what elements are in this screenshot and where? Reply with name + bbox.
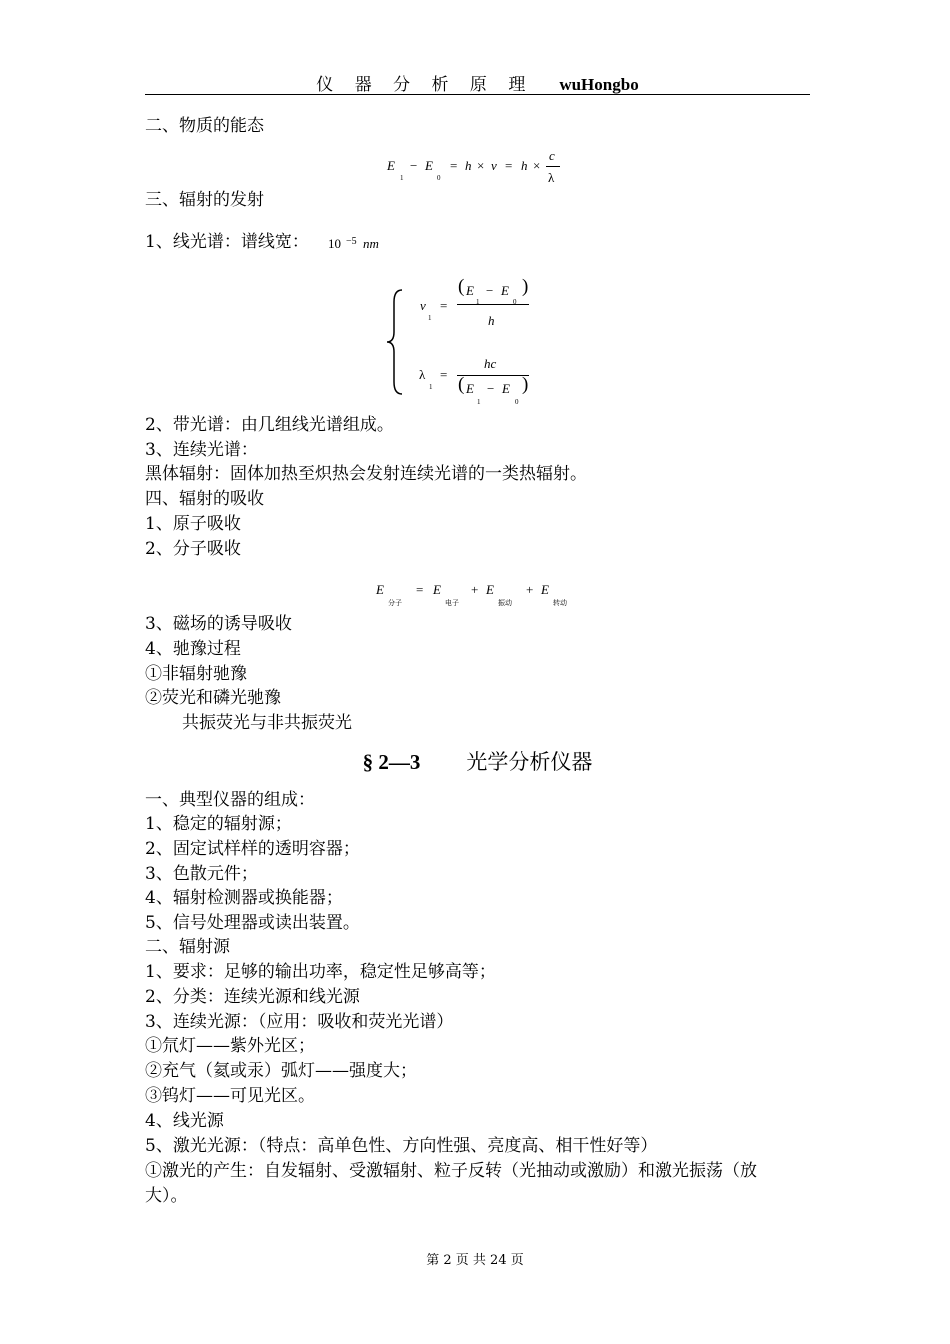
eq3-E-rot: E <box>541 582 549 597</box>
component-line-2: 2、固定试样样的透明容器； <box>145 839 360 859</box>
heading-energy-states: 二、物质的能态 <box>145 116 264 136</box>
eq2-E1-top: E <box>466 283 474 298</box>
eq3-plus1: + <box>471 582 479 597</box>
eq3-plus2: + <box>526 582 534 597</box>
eq2-minus-bottom: − <box>487 381 495 396</box>
eq3-E-elec: E <box>433 582 441 597</box>
eq3-sub-vib: 振动 <box>498 599 512 607</box>
magnetic-absorption-line: 3、磁场的诱导吸收 <box>145 614 292 634</box>
eq1-minus: − <box>410 158 418 173</box>
atomic-absorption-line: 1、原子吸收 <box>145 514 241 534</box>
linewidth-exp: −5 <box>346 236 357 247</box>
band-spectrum-line: 2、带光谱：由几组线光谱组成。 <box>145 415 394 435</box>
line-spectrum-label: 1、线光谱：谱线宽： <box>145 232 309 252</box>
heading-instrument-components: 一、典型仪器的组成： <box>145 790 315 810</box>
eq2-lparen-top: ( <box>458 276 465 297</box>
line-source-line: 4、线光源 <box>145 1111 224 1131</box>
eq2-eq-top: = <box>440 298 448 313</box>
linewidth-unit: nm <box>363 236 379 251</box>
eq1-eq2: = <box>505 158 513 173</box>
eq2-rparen-top: ) <box>522 276 529 297</box>
eq2-nu-sub: 1 <box>428 314 432 322</box>
header-title: 仪 器 分 析 原 理 <box>316 75 534 95</box>
eq2-hc: hc <box>484 356 497 371</box>
eq1-c: c <box>549 148 555 163</box>
eq1-sub1: 1 <box>400 174 404 182</box>
eq2-E1-bottom: E <box>466 381 474 396</box>
fluorescence-relaxation-line: ②荧光和磷光驰豫 <box>145 688 281 708</box>
section-heading <box>145 746 810 776</box>
eq1-sub0: 0 <box>437 174 441 182</box>
arc-lamp-line: ②充气（氦或汞）弧灯——强度大； <box>145 1061 417 1081</box>
eq2-E0-bottom: E <box>502 381 510 396</box>
component-line-3: 3、色散元件； <box>145 864 258 884</box>
eq1-h2: h <box>521 158 528 173</box>
eq2-sub1-top: 1 <box>476 298 480 306</box>
eq3-eq: = <box>416 582 424 597</box>
continuous-source-line: 3、连续光源：（应用：吸收和荧光光谱） <box>145 1012 454 1032</box>
source-classification-line: 2、分类：连续光源和线光源 <box>145 987 360 1007</box>
deuterium-lamp-line: ①氘灯——紫外光区； <box>145 1036 315 1056</box>
section-number: § 2—3 <box>362 750 421 774</box>
eq1-E0: E <box>425 158 433 173</box>
laser-generation-line-continued: 大）。 <box>145 1186 188 1206</box>
laser-generation-line: ①激光的产生：自发辐射、受激辐射、粒子反转（光抽动或激励）和激光振荡（放 <box>145 1161 757 1181</box>
resonance-fluorescence-line: 共振荧光与非共振荧光 <box>182 713 352 733</box>
eq2-rparen-bottom: ) <box>522 374 529 395</box>
eq3-E-mol: E <box>376 582 384 597</box>
page-footer: 第 2 页 共 24 页 <box>426 1253 524 1268</box>
relaxation-line: 4、驰豫过程 <box>145 639 241 659</box>
heading-radiation-source: 二、辐射源 <box>145 937 230 957</box>
eq2-E0-top: E <box>501 283 509 298</box>
section-title: 光学分析仪器 <box>466 750 593 774</box>
heading-absorption: 四、辐射的吸收 <box>145 489 264 509</box>
tungsten-lamp-line: ③钨灯——可见光区。 <box>145 1086 315 1106</box>
eq3-sub-mol: 分子 <box>388 599 402 607</box>
eq1-nu: v <box>491 158 497 173</box>
eq1-lambda: λ <box>548 170 555 185</box>
header-author: wuHongbo <box>559 75 639 94</box>
eq1-fraction-bar <box>546 166 560 167</box>
laser-source-line: 5、激光光源：（特点：高单色性、方向性强、亮度高、相干性好等） <box>145 1136 658 1156</box>
component-line-4: 4、辐射检测器或换能器； <box>145 888 343 908</box>
eq1-E1: E <box>387 158 395 173</box>
page-header <box>145 70 810 95</box>
eq2-nu: v <box>420 298 426 313</box>
eq2-fraction-bar-bottom <box>457 375 529 376</box>
component-line-1: 1、稳定的辐射源； <box>145 814 292 834</box>
eq2-lambda: λ <box>419 367 426 382</box>
eq3-sub-elec: 电子 <box>445 599 459 607</box>
nonradiative-relaxation-line: ①非辐射驰豫 <box>145 664 247 684</box>
eq1-h1: h <box>465 158 472 173</box>
eq3-E-vib: E <box>486 582 494 597</box>
heading-emission: 三、辐射的发射 <box>145 190 264 210</box>
source-requirement-line: 1、要求：足够的输出功率，稳定性足够高等； <box>145 962 496 982</box>
blackbody-line: 黑体辐射：固体加热至炽热会发射连续光谱的一类热辐射。 <box>145 464 587 484</box>
molecular-absorption-line: 2、分子吸收 <box>145 539 241 559</box>
eq2-lambda-sub: 1 <box>429 383 433 391</box>
eq2-eq-bottom: = <box>440 367 448 382</box>
eq1-times2: × <box>533 158 541 173</box>
eq3-sub-rot: 转动 <box>553 599 567 607</box>
eq2-h: h <box>488 313 495 328</box>
eq2-minus-top: − <box>486 283 494 298</box>
eq1-times1: × <box>477 158 485 173</box>
component-line-5: 5、信号处理器或读出装置。 <box>145 913 360 933</box>
eq2-lparen-bottom: ( <box>458 374 465 395</box>
continuous-spectrum-line: 3、连续光谱： <box>145 440 258 460</box>
linewidth-base: 10 <box>328 236 341 251</box>
eq2-sub1-bottom: 1 <box>477 398 481 406</box>
eq2-sub0-bottom: 0 <box>515 398 519 406</box>
eq1-eq1: = <box>450 158 458 173</box>
eq2-sub0-top: 0 <box>513 298 517 306</box>
left-brace-icon <box>386 288 404 396</box>
eq2-fraction-bar-top <box>457 304 529 305</box>
